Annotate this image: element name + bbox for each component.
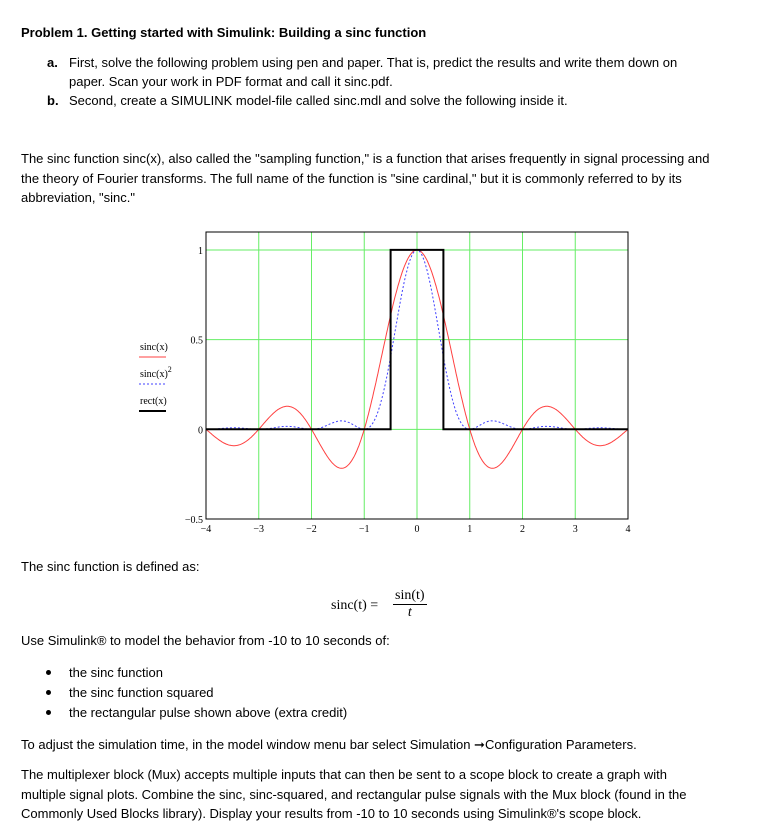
formula-fraction <box>393 588 427 621</box>
bullet-icon <box>46 710 51 715</box>
x-tick-label: −4 <box>200 524 212 535</box>
mux-line-1: The multiplexer block (Mux) accepts multiple inputs that can then be sent to a scope block to create a graph with <box>21 767 668 782</box>
legend-label: sinc(x) <box>140 342 168 353</box>
formula-denominator: t <box>407 605 412 620</box>
x-tick-label: 0 <box>414 524 420 535</box>
intro-line-3: abbreviation, "sinc." <box>21 190 136 205</box>
legend-label: $\sin c(x)^2$ <box>140 365 172 380</box>
bullet-item: the rectangular pulse shown above (extra credit) <box>69 705 348 720</box>
chart-grid <box>206 232 628 519</box>
legend-label-superscript: 2 <box>167 365 172 374</box>
x-tick-label: −3 <box>253 524 265 535</box>
task-b-line-1: Second, create a SIMULINK model-file called sinc.mdl and solve the following inside it. <box>69 93 568 108</box>
intro-line-1: The sinc function sinc(x), also called the "sampling function," is a function that arises frequently in signal processing and <box>21 151 710 166</box>
mux-line-2: multiple signal plots. Combine the sinc, sinc-squared, and rectangular pulse signals with the Mux block (found in the <box>21 787 687 802</box>
y-tick-label: 0.5 <box>190 335 203 347</box>
task-a-line-2: paper. Scan your work in PDF format and call it sinc.pdf. <box>69 74 393 89</box>
x-tick-label: −2 <box>306 524 317 535</box>
task-a-marker: a. <box>47 55 58 70</box>
task-b-marker: b. <box>47 93 59 108</box>
problem-title: Problem 1. Getting started with Simulink: Building a sinc function <box>21 25 427 40</box>
mux-line-3: Commonly Used Blocks library). Display your results from -10 to 10 seconds using Simulink®'s scope block. <box>21 806 642 821</box>
sinc-chart <box>130 225 650 545</box>
intro-line-2: the theory of Fourier transforms. The full name of the function is "sine cardinal," but it is commonly referred to by its <box>21 171 682 186</box>
formula-numerator: sin(t) <box>395 588 425 603</box>
x-tick-label: 1 <box>467 524 473 535</box>
bullet-icon <box>46 670 51 675</box>
y-tick-label: 0 <box>198 425 203 437</box>
formula-lhs: sinc(t) = <box>331 598 379 613</box>
bullet-icon <box>46 690 51 695</box>
chart-ticks <box>185 246 631 535</box>
bullet-item: the sinc function squared <box>69 685 214 700</box>
x-tick-label: 3 <box>572 524 578 535</box>
y-tick-label: −0.5 <box>184 515 203 526</box>
task-a-line-1: First, solve the following problem using pen and paper. That is, predict the results and write them down on <box>69 55 678 70</box>
adjust-time-text: To adjust the simulation time, in the model window menu bar select Simulation ➞Configuration Parameters. <box>21 737 637 752</box>
defined-as-text: The sinc function is defined as: <box>21 559 200 574</box>
x-tick-label: −1 <box>358 524 370 535</box>
chart-legend <box>139 342 172 411</box>
use-simulink-text: Use Simulink® to model the behavior from -10 to 10 seconds of: <box>21 633 390 648</box>
y-tick-label: 1 <box>198 245 203 257</box>
x-tick-label: 4 <box>625 524 631 535</box>
bullet-item: the sinc function <box>69 665 163 680</box>
legend-label: rect(x) <box>140 396 167 407</box>
x-tick-label: 2 <box>520 524 525 535</box>
